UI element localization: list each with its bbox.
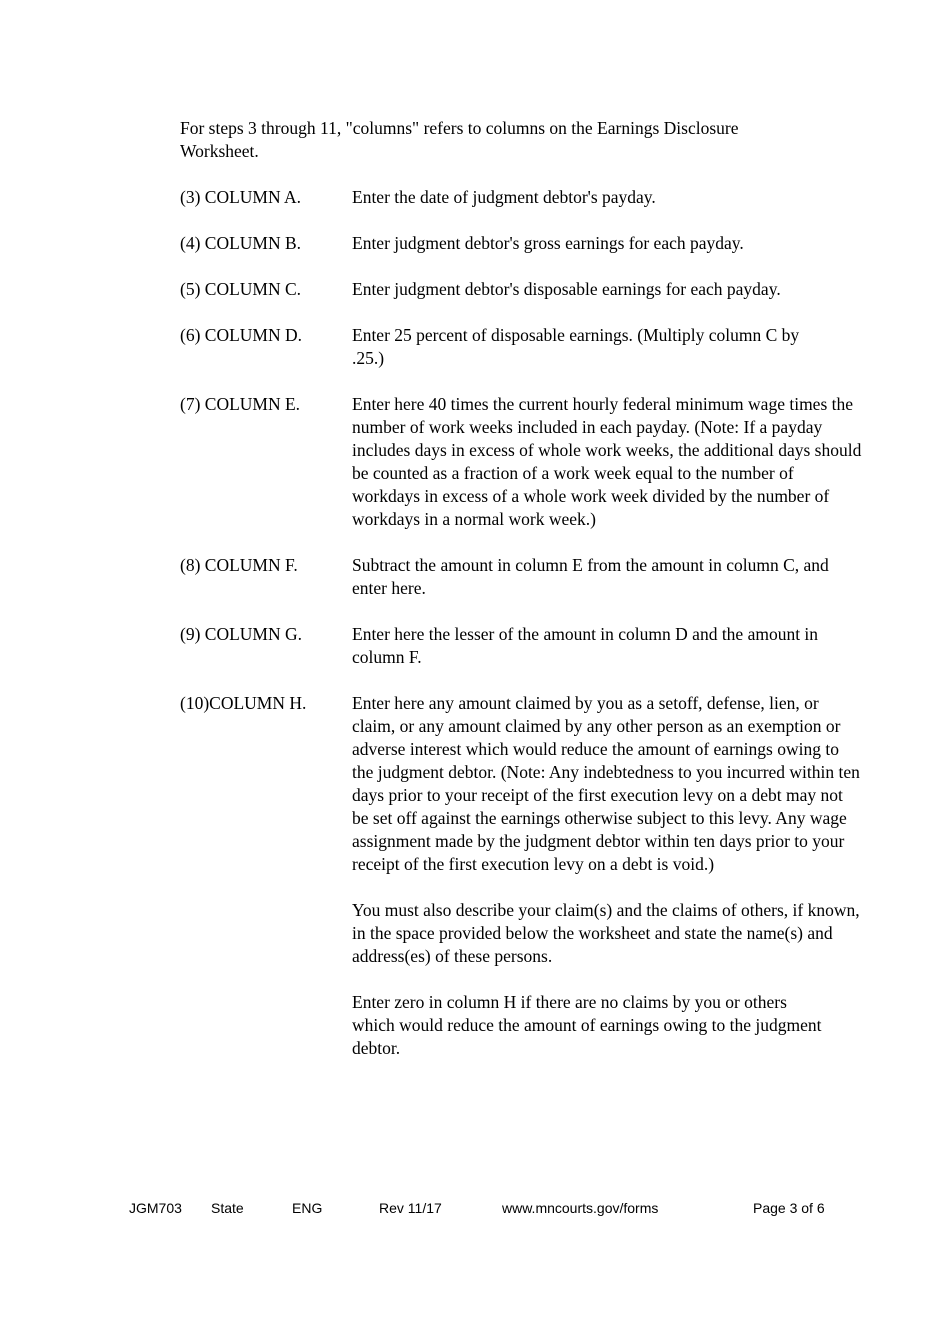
step-description xyxy=(352,186,862,209)
step-label: (8) COLUMN F. xyxy=(180,555,298,575)
step-paragraph: Enter here 40 times the current hourly federal minimum wage times the number of work weeks included in each payday. (Note: If a payday includes days in excess of whole work weeks, the additional days should be counted as a fraction of a work week equal to the number of workdays in excess of a whole work week divided by the number of workdays in a normal work week.) xyxy=(352,394,862,529)
step-label: (7) COLUMN E. xyxy=(180,394,301,414)
footer-language: ENG xyxy=(292,1200,323,1216)
footer-jurisdiction: State xyxy=(211,1200,244,1216)
step-paragraph: Enter judgment debtor's gross earnings for each payday. xyxy=(352,233,744,253)
footer-page-number: Page 3 of 6 xyxy=(753,1200,825,1216)
step-label: (5) COLUMN C. xyxy=(180,279,302,299)
footer-form-id: JGM703 xyxy=(129,1200,182,1216)
step-paragraph: You must also describe your claim(s) and the claims of others, if known, in the space provided below the worksheet and state the name(s) and address(es) of these persons. xyxy=(352,900,860,966)
step-paragraph: Enter here any amount claimed by you as a setoff, defense, lien, or claim, or any amount claimed by any other person as an exemption or adverse interest which would reduce the amount of earnings owing to the judgment debtor. (Note: Any indebtedness to you incurred within ten days prior to your receipt of the first execution levy on a debt may not be set off against the earnings otherwise subject to this levy. Any wage assignment made by the judgment debtor within ten days prior to your receipt of the first execution levy on a debt is void.) xyxy=(352,693,860,874)
step-paragraph: Enter 25 percent of disposable earnings. (Multiply column C by .25.) xyxy=(352,325,800,368)
step-paragraph: Subtract the amount in column E from the amount in column C, and enter here. xyxy=(352,555,829,598)
step-label: (3) COLUMN A. xyxy=(180,187,302,207)
step-description xyxy=(352,692,862,1060)
step-description xyxy=(352,623,862,669)
intro-paragraph: For steps 3 through 11, "columns" refers to columns on the Earnings Disclosure Worksheet. xyxy=(180,118,739,161)
step-description xyxy=(352,393,862,531)
step-description xyxy=(352,324,822,370)
step-description xyxy=(352,278,862,301)
step-description xyxy=(352,554,862,600)
step-label: (4) COLUMN B. xyxy=(180,233,302,253)
step-label: (9) COLUMN G. xyxy=(180,624,303,644)
step-description xyxy=(352,232,862,255)
step-paragraph: Enter here the lesser of the amount in column D and the amount in column F. xyxy=(352,624,819,667)
step-label: (6) COLUMN D. xyxy=(180,325,303,345)
step-paragraph: Enter zero in column H if there are no claims by you or others which would reduce the amount of earnings owing to the judgment debtor. xyxy=(352,992,822,1058)
footer-revision: Rev 11/17 xyxy=(379,1200,442,1216)
footer-website: www.mncourts.gov/forms xyxy=(502,1200,659,1216)
step-label: (10)COLUMN H. xyxy=(180,693,307,713)
step-paragraph: Enter judgment debtor's disposable earnings for each payday. xyxy=(352,279,781,299)
step-paragraph: Enter the date of judgment debtor's payday. xyxy=(352,187,656,207)
